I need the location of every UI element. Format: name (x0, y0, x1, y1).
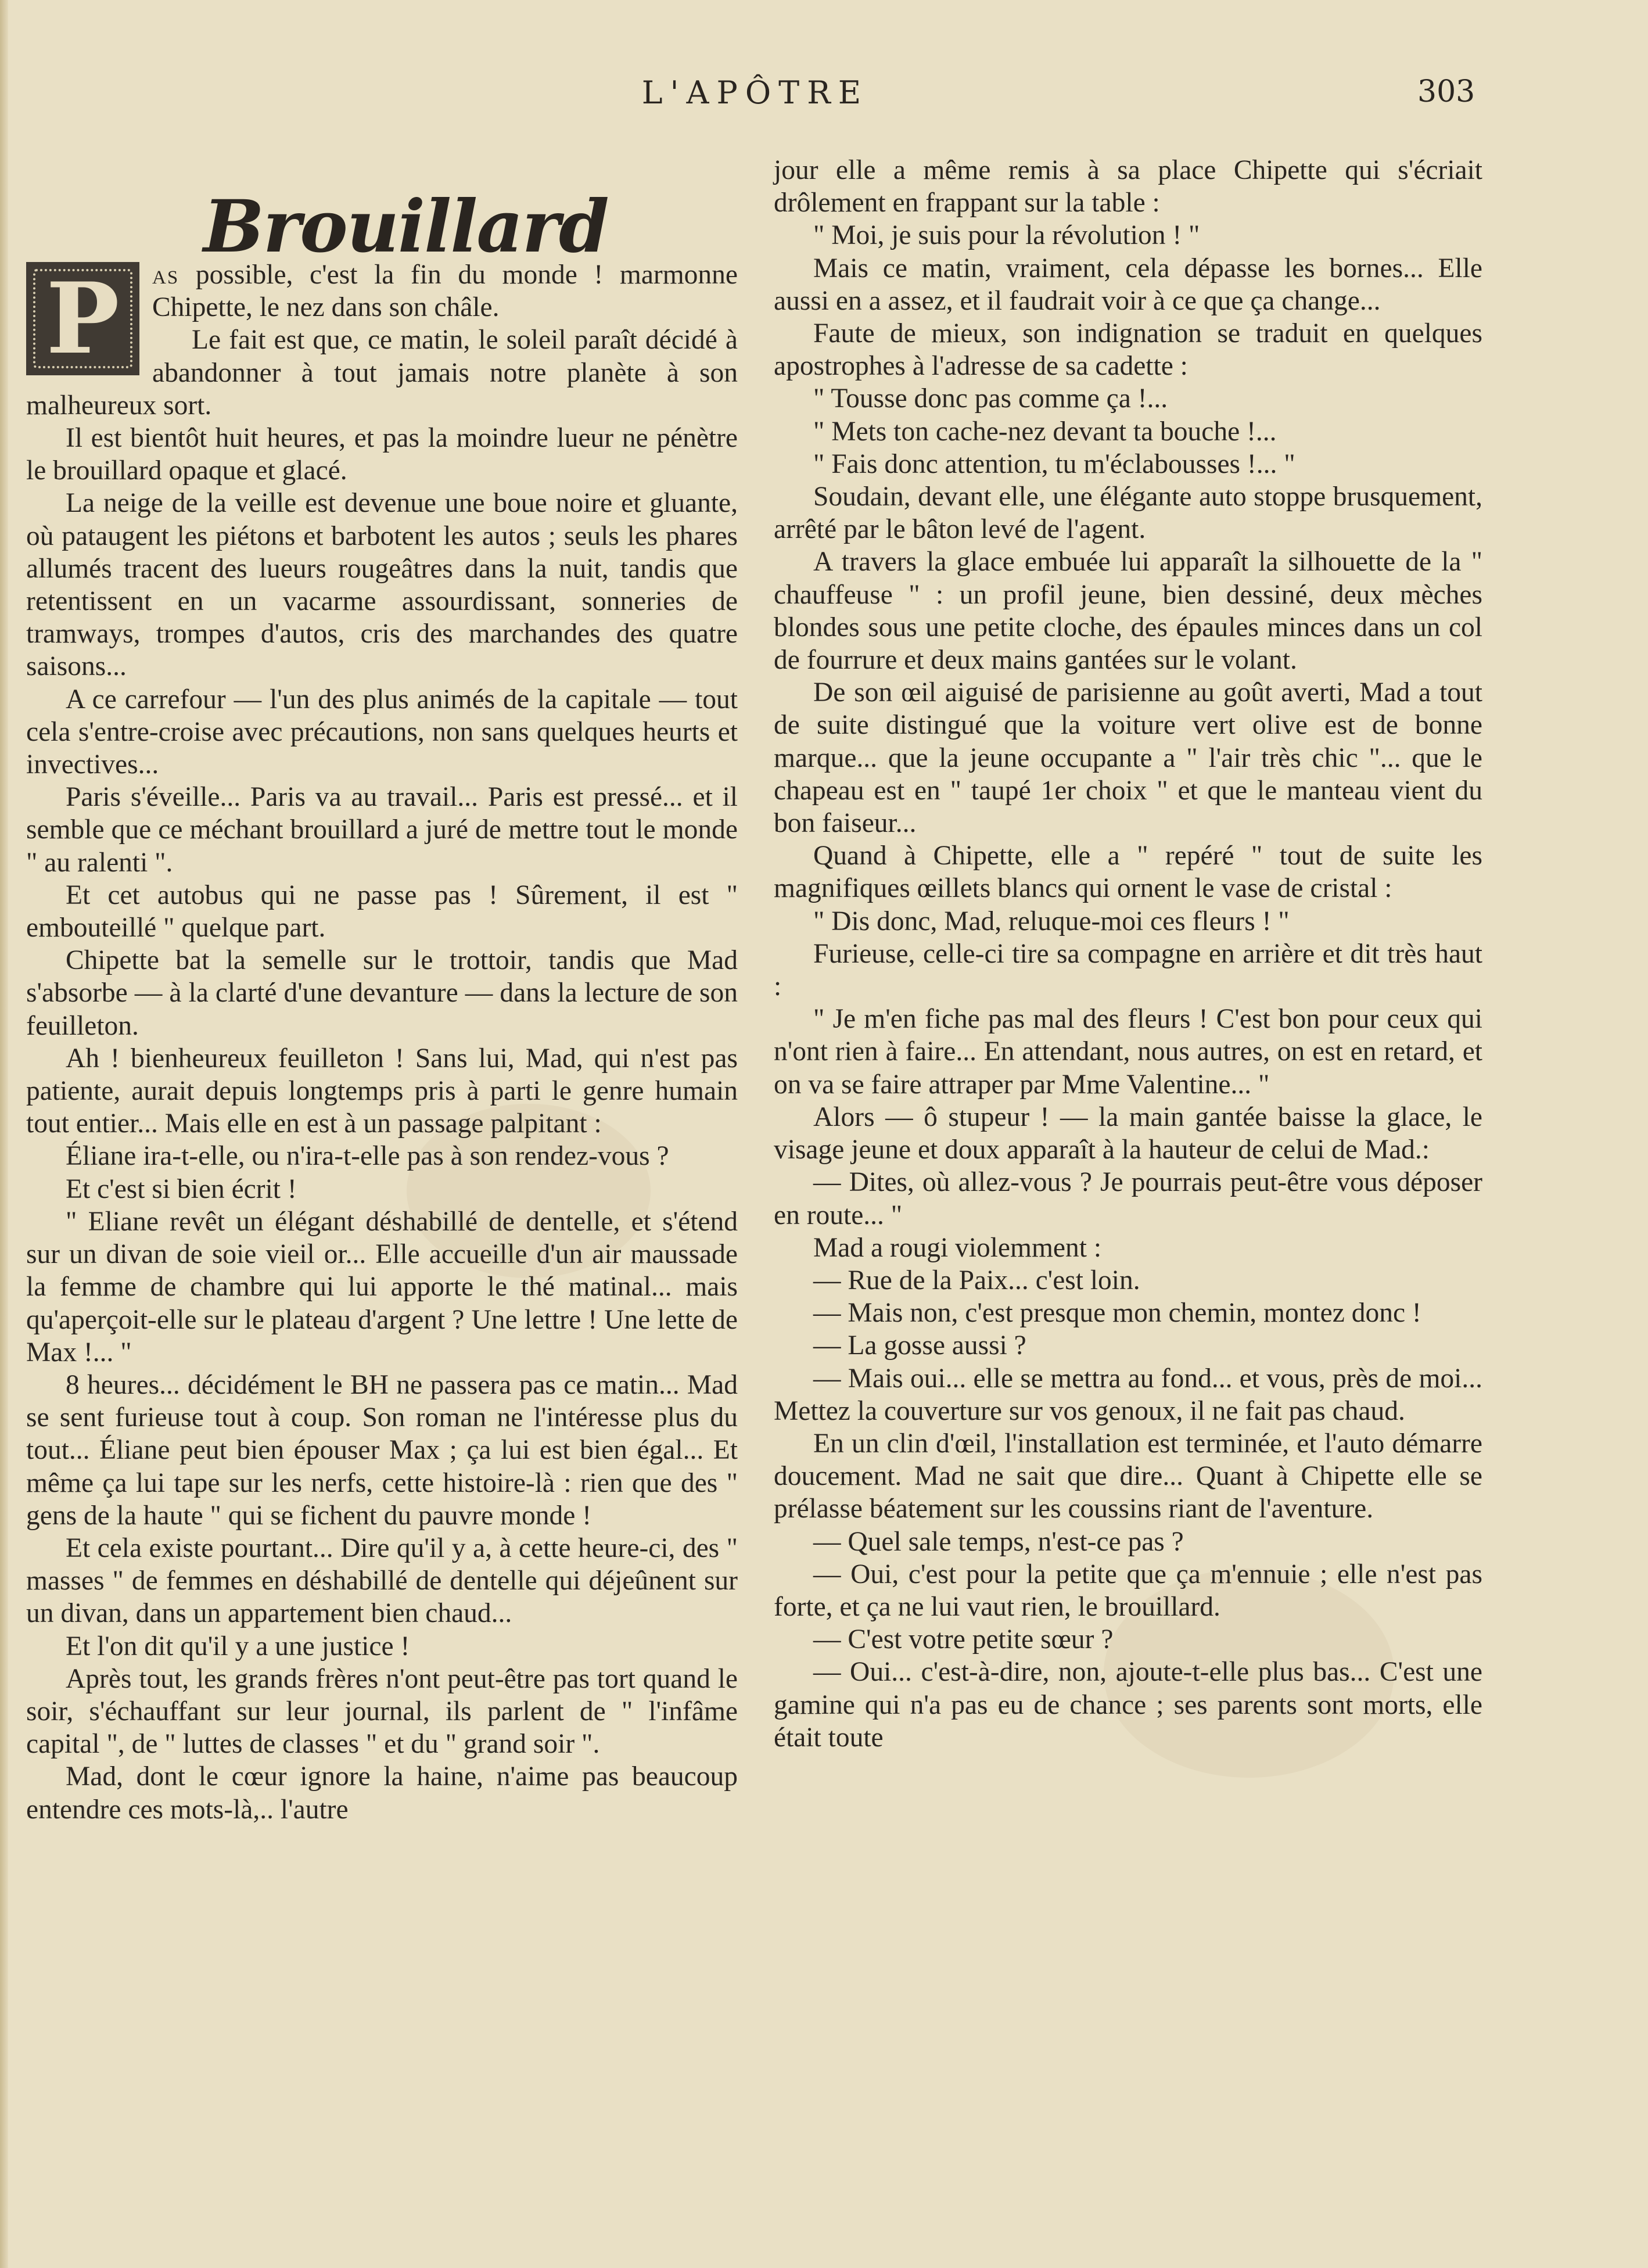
drop-cap-letter: P (46, 262, 120, 375)
paragraph: Et cela existe pourtant... Dire qu'il y a, à cette heure-ci, des " masses " de femmes en déshabillé de dentelle qui déjeûnent sur un divan, dans un appartement bien chaud... (26, 1533, 738, 1629)
paragraph: " Eliane revêt un élégant déshabillé de dentelle, et s'étend sur un divan de soie vieil or... Elle accueille d'un air maussade la femme de chambre qui lui apporte le thé matinal... mais qu'aperçoit-elle sur le plateau d'argent ? Une lettre ! Une lette de Max !... " (26, 1206, 738, 1368)
paragraph: " Mets ton cache-nez devant ta bouche !... (813, 416, 1277, 447)
paragraph: " Je m'en fiche pas mal des fleurs ! C'est bon pour ceux qui n'ont rien à faire... En attendant, nous autres, on est en retard, et on va se faire attraper par Mme Valentine... " (774, 1004, 1482, 1100)
paragraph: 8 heures... décidément le BH ne passera pas ce matin... Mad se sent furieuse tout à coup. Son roman ne l'intéresse plus du tout... Éliane peut bien épouser Max ; ça lui est bien égal... Et même ça lui tape sur les nerfs, cette histoire-là : rien que des " gens de la haute " qui se fichent du pauvre monde ! (26, 1369, 738, 1531)
first-word-rest: as (152, 260, 179, 290)
paragraph: " Dis donc, Mad, reluque-moi ces fleurs ! " (813, 906, 1290, 936)
paragraph: " Moi, je suis pour la révolution ! " (813, 220, 1200, 251)
paragraph: — Mais non, c'est presque mon chemin, montez donc ! (813, 1298, 1421, 1329)
paragraph: Éliane ira-t-elle, ou n'ira-t-elle pas à son rendez-vous ? (66, 1141, 669, 1172)
paragraph: Alors — ô stupeur ! — la main gantée baisse la glace, le visage jeune et doux apparaît à la hauteur de celui de Mad.: (774, 1101, 1482, 1165)
paragraph: — C'est votre petite sœur ? (813, 1624, 1114, 1655)
paragraph: Soudain, devant elle, une élégante auto stoppe brusquement, arrêté par le bâton levé de l'agent. (774, 482, 1482, 545)
paragraph-continued: jour elle a même remis à sa place Chipette qui s'écriait drôlement en frappant sur la table : (774, 155, 1482, 218)
paragraph: Après tout, les grands frères n'ont peut-être pas tort quand le soir, s'échauffant sur leur journal, ils parlent de " l'infâme capital ", de " luttes de classes " et du " grand soir ". (26, 1663, 738, 1760)
paragraph: Faute de mieux, son indignation se traduit en quelques apostrophes à l'adresse de sa cadette : (774, 318, 1482, 382)
paragraph: Le fait est que, ce matin, le soleil paraît décidé à abandonner à tout jamais notre planète à son malheureux sort. (26, 325, 738, 421)
paragraph: En un clin d'œil, l'installation est terminée, et l'auto démarre doucement. Mad ne sait que dire... Quant à Chipette elle se prélasse béatement sur les coussins riant de l'aventure. (774, 1428, 1482, 1524)
article-title: Brouillard (203, 185, 608, 270)
paragraph: Furieuse, celle-ci tire sa compagne en arrière et dit très haut : (774, 938, 1482, 1002)
paragraph: — Oui, c'est pour la petite que ça m'ennuie ; elle n'est pas forte, et ça ne lui vaut rien, le brouillard. (774, 1559, 1482, 1622)
paragraph: Ah ! bienheureux feuilleton ! Sans lui, Mad, qui n'est pas patiente, aurait depuis longtemps pris à parti le genre humain tout entier... Mais elle en est à un passage palpitant : (26, 1043, 738, 1139)
right-column (774, 154, 1482, 1754)
running-header (0, 74, 1648, 121)
paragraph: La neige de la veille est devenue une boue noire et gluante, où pataugent les piétons et barbotent les autos ; seuls les phares allumés tracent des lueurs rougeâtres dans la nuit, tandis que retentissent en un vacarme assourdissant, sonneries de tramways, trompes d'autos, cris des marchandes des quatre saisons... (26, 488, 738, 682)
paragraph: " Fais donc attention, tu m'éclabousses !... " (813, 448, 1295, 479)
paragraph: Et c'est si bien écrit ! (66, 1174, 297, 1204)
paragraph: Il est bientôt huit heures, et pas la moindre lueur ne pénètre le brouillard opaque et glacé. (26, 423, 738, 486)
running-title: L'APÔTRE (641, 74, 869, 111)
paragraph: Et l'on dit qu'il y a une justice ! (66, 1631, 410, 1661)
paragraph: A travers la glace embuée lui apparaît la silhouette de la " chauffeuse " : un profil jeune, bien dessiné, deux mèches blondes sous une petite cloche, des épaules minces dans un col de fourrure et deux mains gantées sur le volant. (774, 547, 1482, 676)
page-number: 303 (1417, 74, 1475, 109)
paragraph: — Quel sale temps, n'est-ce pas ? (813, 1526, 1184, 1557)
paragraph: — Dites, où allez-vous ? Je pourrais peut-être vous déposer en route... " (774, 1167, 1482, 1230)
paragraph: " Tousse donc pas comme ça !... (813, 383, 1168, 414)
left-column (26, 259, 738, 1826)
paragraph: Chipette bat la semelle sur le trottoir, tandis que Mad s'absorbe — à la clarté d'une devanture — dans la lecture de son feuilleton. (26, 945, 738, 1041)
paragraph: Mad, dont le cœur ignore la haine, n'aime pas beaucoup entendre ces mots-là,.. l'autre (26, 1761, 738, 1825)
paragraph-text: possible, c'est la fin du monde ! marmonne Chipette, le nez dans son châle. (152, 260, 738, 323)
paragraph: Paris s'éveille... Paris va au travail... Paris est pressé... et il semble que ce méchant brouillard a juré de mettre tout le monde " au ralenti ". (26, 782, 738, 878)
paragraph: — La gosse aussi ? (813, 1330, 1026, 1361)
paragraph: Quand à Chipette, elle a " repéré " tout de suite les magnifiques œillets blancs qui ornent le vase de cristal : (774, 841, 1482, 904)
paragraph: De son œil aiguisé de parisienne au goût averti, Mad a tout de suite distingué que la voiture vert olive est de bonne marque... que la jeune occupante a " l'air très chic "... que le chapeau est en " taupé 1er choix " et que le manteau vient du bon faiseur... (774, 677, 1482, 839)
paragraph: — Mais oui... elle se mettra au fond... et vous, près de moi... Mettez la couverture sur vos genoux, il ne fait pas chaud. (774, 1363, 1482, 1426)
page-spine-shadow (0, 0, 8, 2268)
paragraph: Mais ce matin, vraiment, cela dépasse les bornes... Elle aussi en a assez, et il faudrait voir à ce que ça change... (774, 253, 1482, 316)
drop-cap-ornament (26, 262, 139, 375)
paragraph: Et cet autobus qui ne passe pas ! Sûrement, il est " embouteillé " quelque part. (26, 880, 738, 943)
paragraph: — Oui... c'est-à-dire, non, ajoute-t-elle plus bas... C'est une gamine qui n'a pas eu de chance ; ses parents sont morts, elle était toute (774, 1657, 1482, 1753)
paragraph: A ce carrefour — l'un des plus animés de la capitale — tout cela s'entre-croise avec précautions, non sans quelques heurts et invectives... (26, 684, 738, 780)
paragraph: Mad a rougi violemment : (813, 1232, 1102, 1263)
paragraph: — Rue de la Paix... c'est loin. (813, 1265, 1140, 1296)
